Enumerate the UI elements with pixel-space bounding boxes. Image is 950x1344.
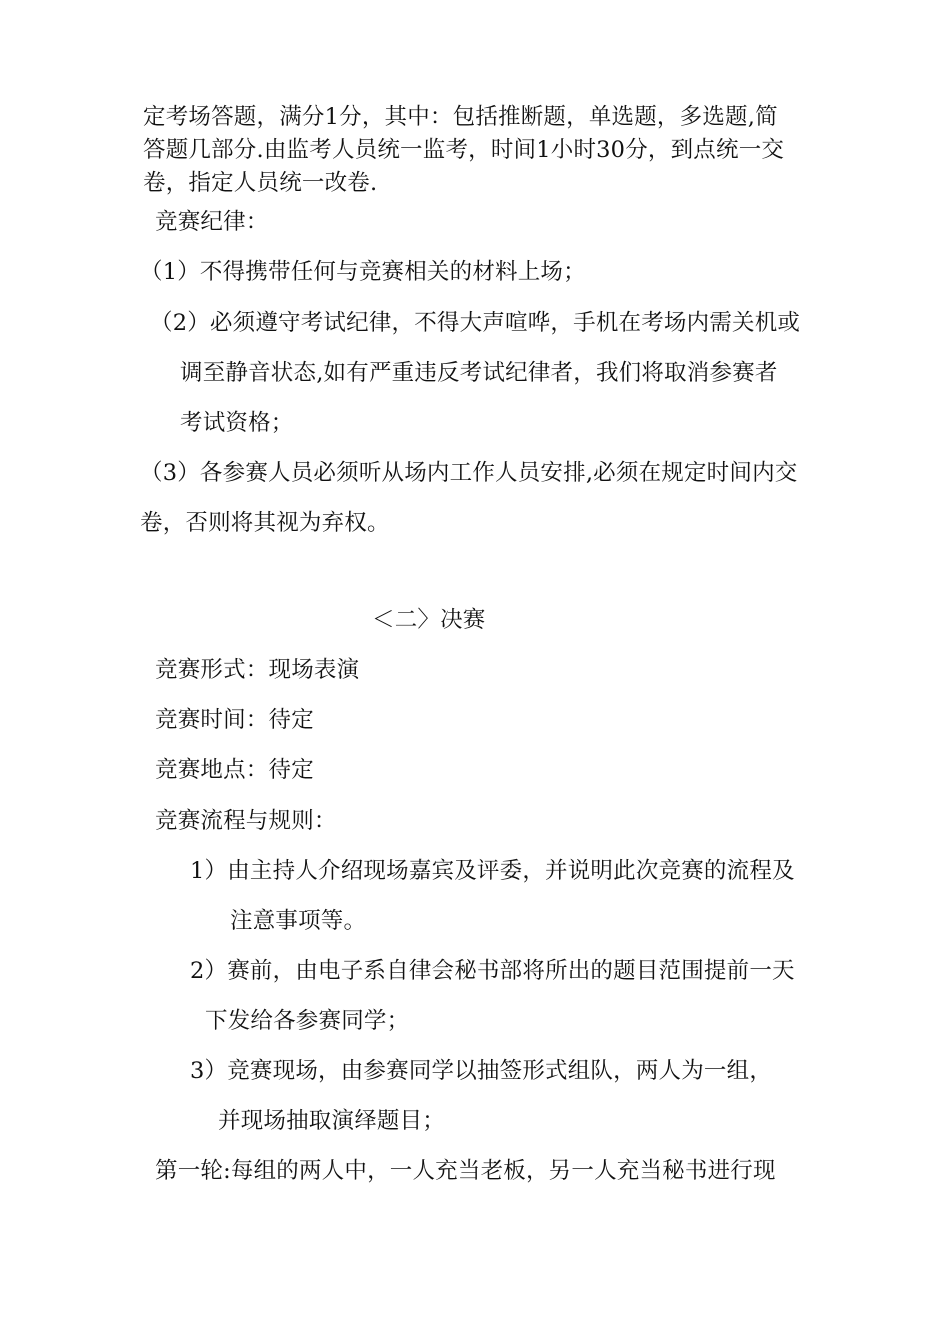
intro-line-1: 定考场答题，满分1分，其中：包括推断题，单选题，多选题,简 <box>143 104 778 130</box>
rule-2-line-3: 考试资格； <box>180 410 294 436</box>
intro-line-2: 答题几部分.由监考人员统一监考，时间1小时30分，到点统一交 <box>143 137 785 163</box>
competition-form: 竞赛形式：现场表演 <box>155 657 360 683</box>
rule-2-line-2: 调至静音状态,如有严重违反考试纪律者，我们将取消参赛者 <box>180 360 778 386</box>
rule-2-line-1: （2）必须遵守考试纪律，不得大声喧哗，手机在考场内需关机或 <box>150 310 801 336</box>
process-heading: 竞赛流程与规则： <box>155 808 337 834</box>
intro-line-3: 卷，指定人员统一改卷. <box>143 170 378 196</box>
step-2-line-2: 下发给各参赛同学； <box>205 1008 410 1034</box>
step-1-line-1: 1）由主持人介绍现场嘉宾及评委，并说明此次竞赛的流程及 <box>190 858 795 884</box>
rule-1: （1）不得携带任何与竞赛相关的材料上场； <box>140 259 586 285</box>
rule-3-line-2: 卷，否则将其视为弃权。 <box>140 510 390 536</box>
competition-time: 竞赛时间：待定 <box>155 707 314 733</box>
discipline-heading: 竞赛纪律： <box>155 209 269 235</box>
step-3-line-1: 3）竞赛现场，由参赛同学以抽签形式组队，两人为一组， <box>190 1058 773 1084</box>
rule-3-line-1: （3）各参赛人员必须听从场内工作人员安排,必须在规定时间内交 <box>140 460 798 486</box>
step-3-line-2: 并现场抽取演绎题目； <box>218 1108 446 1134</box>
competition-place: 竞赛地点：待定 <box>155 757 314 783</box>
step-1-line-2: 注意事项等。 <box>230 908 367 934</box>
section-heading: ＜二〉决赛 <box>372 607 486 633</box>
round-1: 第一轮:每组的两人中，一人充当老板，另一人充当秘书进行现 <box>155 1158 776 1184</box>
step-2-line-1: 2）赛前，由电子系自律会秘书部将所出的题目范围提前一天 <box>190 958 795 984</box>
